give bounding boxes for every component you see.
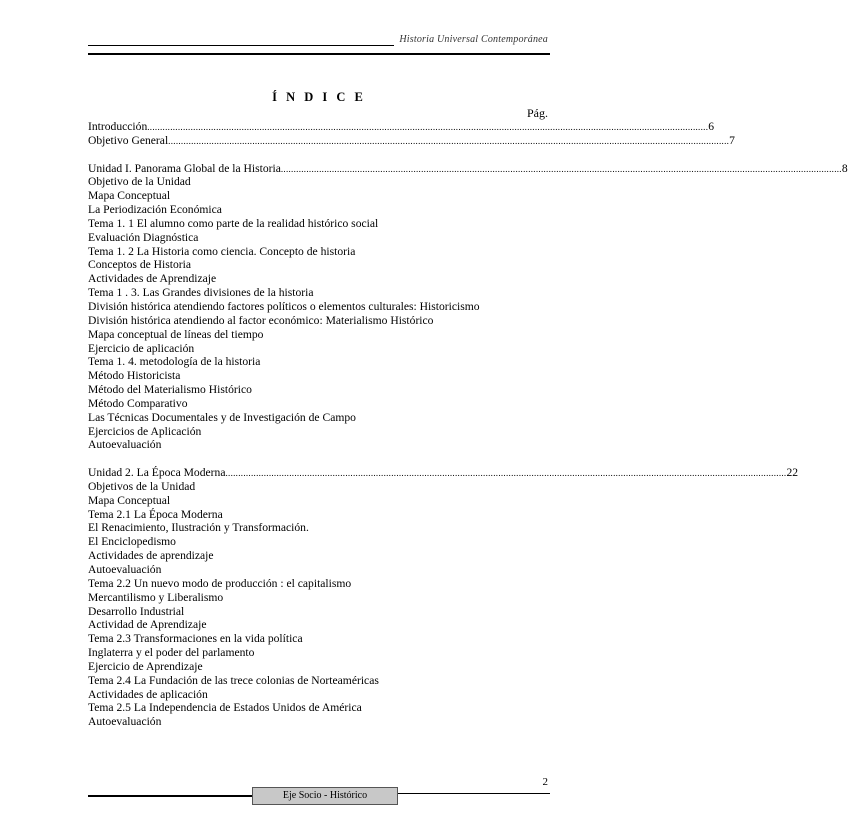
toc-entry: Método del Materialismo Histórico	[88, 383, 252, 397]
toc-entry: Tema 1. 2 La Historia como ciencia. Concepto de historia	[88, 244, 356, 258]
toc-entry: Tema 1 . 3. Las Grandes divisiones de la historia	[88, 286, 314, 300]
toc-entry: Inglaterra y el poder del parlamento	[88, 646, 255, 660]
toc-entry-page: 8	[841, 161, 848, 175]
header-rule-thin	[88, 45, 394, 46]
toc-entry-page: 22	[786, 466, 799, 480]
dot-leader: ............................................................................................................................................................................................................................	[147, 122, 709, 132]
toc-entry: Autoevaluación	[88, 438, 162, 452]
header-rule-thick-right	[394, 53, 550, 55]
toc-entry: Evaluación Diagnóstica	[88, 230, 199, 244]
toc-entry-with-page	[88, 161, 848, 176]
index-title: Í N D I C E	[272, 90, 366, 104]
toc-entry: Tema 2.4 La Fundación de las trece colonias de Norteaméricas	[88, 673, 379, 687]
page-number: 2	[542, 776, 548, 788]
toc-entry-label: Introducción	[88, 120, 148, 133]
toc-entry-page: 6	[708, 120, 715, 133]
toc-entry-with-page	[88, 466, 799, 480]
footer-rule-left	[88, 795, 252, 797]
toc-entry: Tema 2.5 La Independencia de Estados Unidos de América	[88, 701, 362, 715]
dot-leader: ............................................................................................................................................................................................................................	[225, 468, 787, 479]
toc-entry: Autoevaluación	[88, 715, 162, 729]
toc-entry-label: Unidad 2. La Época Moderna	[88, 466, 226, 480]
toc-entry: Actividades de aplicación	[88, 687, 208, 701]
toc-entry: El Enciclopedismo	[88, 535, 176, 549]
toc-entry: La Periodización Económica	[88, 203, 222, 217]
footer-rule-right	[398, 793, 550, 794]
toc-entry-label: Unidad I. Panorama Global de la Historia	[88, 161, 281, 175]
dot-leader: ............................................................................................................................................................................................................................	[280, 163, 842, 174]
toc-entry: Ejercicio de aplicación	[88, 341, 195, 355]
section-gap	[88, 452, 548, 466]
dot-leader: ............................................................................................................................................................................................................................	[168, 135, 730, 146]
toc-entry: Mapa Conceptual	[88, 189, 171, 203]
toc-entry: Objetivo de la Unidad	[88, 175, 191, 189]
toc-entry-page: 7	[729, 133, 735, 147]
toc-entry-with-page	[88, 120, 715, 134]
toc-entry: División histórica atendiendo al factor económico: Materialismo Histórico	[88, 313, 434, 327]
toc-entry: Tema 2.1 La Época Moderna	[88, 507, 223, 521]
toc-entry: Tema 2.3 Transformaciones en la vida política	[88, 632, 303, 646]
toc-entry: Tema 2.2 Un nuevo modo de producción : el capitalismo	[88, 576, 352, 590]
toc-entry: Tema 1. 4. metodología de la historia	[88, 355, 261, 369]
section-gap	[88, 148, 548, 162]
footer-section-box: Eje Socio - Histórico	[252, 787, 398, 805]
toc-entry: Método Comparativo	[88, 396, 188, 410]
toc-entry: Objetivos de la Unidad	[88, 479, 196, 493]
toc-entry: Mapa Conceptual	[88, 493, 171, 507]
toc-entry: División histórica atendiendo factores políticos o elementos culturales: Historicismo	[88, 299, 480, 313]
toc-entry: Tema 1. 1 El alumno como parte de la realidad histórico social	[88, 216, 379, 230]
table-of-contents	[88, 120, 848, 729]
running-header: Historia Universal Contemporánea	[399, 34, 548, 45]
page-column-label: Pág.	[527, 106, 548, 120]
toc-entry: Ejercicio de Aprendizaje	[88, 659, 203, 673]
toc-entry: Método Historicista	[88, 369, 181, 383]
toc-entry: Mercantilismo y Liberalismo	[88, 590, 224, 604]
toc-entry: Actividades de Aprendizaje	[88, 272, 217, 286]
toc-entry: Mapa conceptual de líneas del tiempo	[88, 327, 264, 341]
toc-entry: El Renacimiento, Ilustración y Transformación.	[88, 521, 309, 535]
toc-entry: Actividad de Aprendizaje	[88, 618, 207, 632]
header-rule-thick-left	[88, 53, 394, 55]
toc-entry: Las Técnicas Documentales y de Investigación de Campo	[88, 410, 356, 424]
toc-entry-with-page	[88, 133, 735, 148]
toc-entry: Actividades de aprendizaje	[88, 549, 214, 563]
toc-entry: Autoevaluación	[88, 563, 162, 576]
toc-entry-label: Objetivo General	[88, 133, 169, 147]
toc-entry: Conceptos de Historia	[88, 258, 192, 272]
toc-entry: Ejercicios de Aplicación	[88, 424, 202, 438]
toc-entry: Desarrollo Industrial	[88, 604, 185, 618]
